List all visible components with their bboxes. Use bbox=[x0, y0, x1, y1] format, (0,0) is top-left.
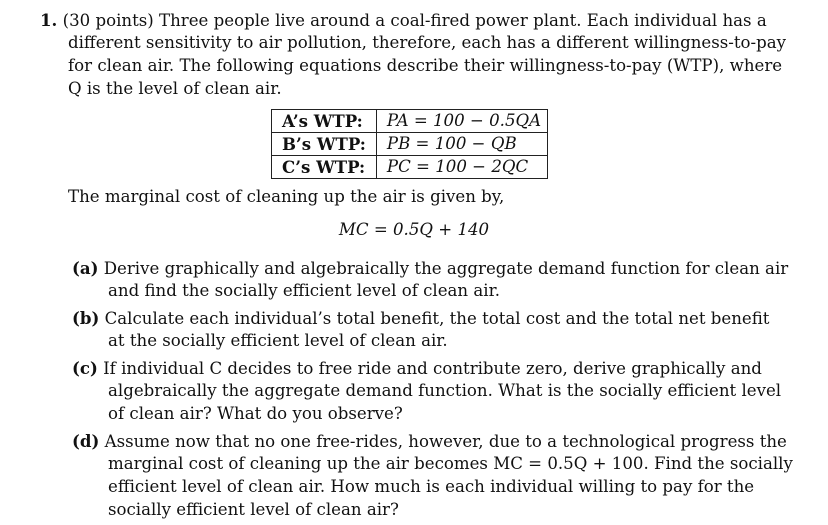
part-c-text-1: If individual C decides to free ride and contribute zero, derive graphically and bbox=[103, 359, 762, 378]
part-c-text-3: of clean air? What do you observe? bbox=[108, 404, 403, 423]
part-d-text-3: efficient level of clean air. How much is each individual willing to pay for the bbox=[108, 477, 755, 496]
part-d-text-4: socially efficient level of clean air? bbox=[108, 500, 399, 519]
part-a-text-2: and find the socially efficient level of clean air. bbox=[108, 281, 500, 300]
mc-equation: MC = 0.5Q + 140 bbox=[338, 220, 490, 239]
part-a-line-1 bbox=[72, 257, 788, 280]
problem-number: 1. bbox=[40, 10, 58, 30]
wtp-row-a bbox=[272, 110, 548, 133]
wtp-row-b bbox=[272, 133, 548, 156]
wtp-label-a: A’s WTP: bbox=[272, 110, 377, 133]
part-c-label: (c) bbox=[72, 358, 98, 378]
wtp-table bbox=[271, 109, 548, 179]
wtp-label-b: B’s WTP: bbox=[272, 133, 377, 156]
problem-points: (30 points) bbox=[62, 11, 154, 30]
intro-line-4: Q is the level of clean air. bbox=[68, 79, 282, 98]
mc-intro: The marginal cost of cleaning up the air is given by, bbox=[68, 187, 505, 206]
part-b-text-2: at the socially efficient level of clean air. bbox=[108, 331, 448, 350]
part-d-text-1: Assume now that no one free-rides, however, due to a technological progress the bbox=[104, 432, 787, 451]
wtp-equation-c: PC = 100 − 2QC bbox=[376, 156, 547, 179]
part-c-text-2: algebraically the aggregate demand function. What is the socially efficient level bbox=[108, 381, 782, 400]
wtp-equation-a: PA = 100 − 0.5QA bbox=[376, 110, 547, 133]
wtp-row-c bbox=[272, 156, 548, 179]
intro-line-3: for clean air. The following equations describe their willingness-to-pay (WTP), where bbox=[68, 56, 783, 75]
part-b-text-1: Calculate each individual’s total benefit, the total cost and the total net benefit bbox=[104, 309, 770, 328]
problem-first-line bbox=[40, 9, 767, 32]
intro-line-2: different sensitivity to air pollution, therefore, each has a different willingness-to-pay bbox=[68, 33, 787, 52]
part-d-line-1 bbox=[72, 430, 787, 453]
wtp-equation-b: PB = 100 − QB bbox=[376, 133, 547, 156]
part-a-label: (a) bbox=[72, 258, 99, 278]
part-a-text-1: Derive graphically and algebraically the aggregate demand function for clean air bbox=[103, 259, 789, 278]
part-b-label: (b) bbox=[72, 308, 100, 328]
part-d-label: (d) bbox=[72, 431, 100, 451]
wtp-label-c: C’s WTP: bbox=[272, 156, 377, 179]
part-c-line-1 bbox=[72, 357, 762, 380]
intro-line-1: Three people live around a coal-fired power plant. Each individual has a bbox=[159, 11, 767, 30]
part-d-text-2: marginal cost of cleaning up the air becomes MC = 0.5Q + 100. Find the socially bbox=[108, 454, 793, 473]
part-b-line-1 bbox=[72, 307, 769, 330]
